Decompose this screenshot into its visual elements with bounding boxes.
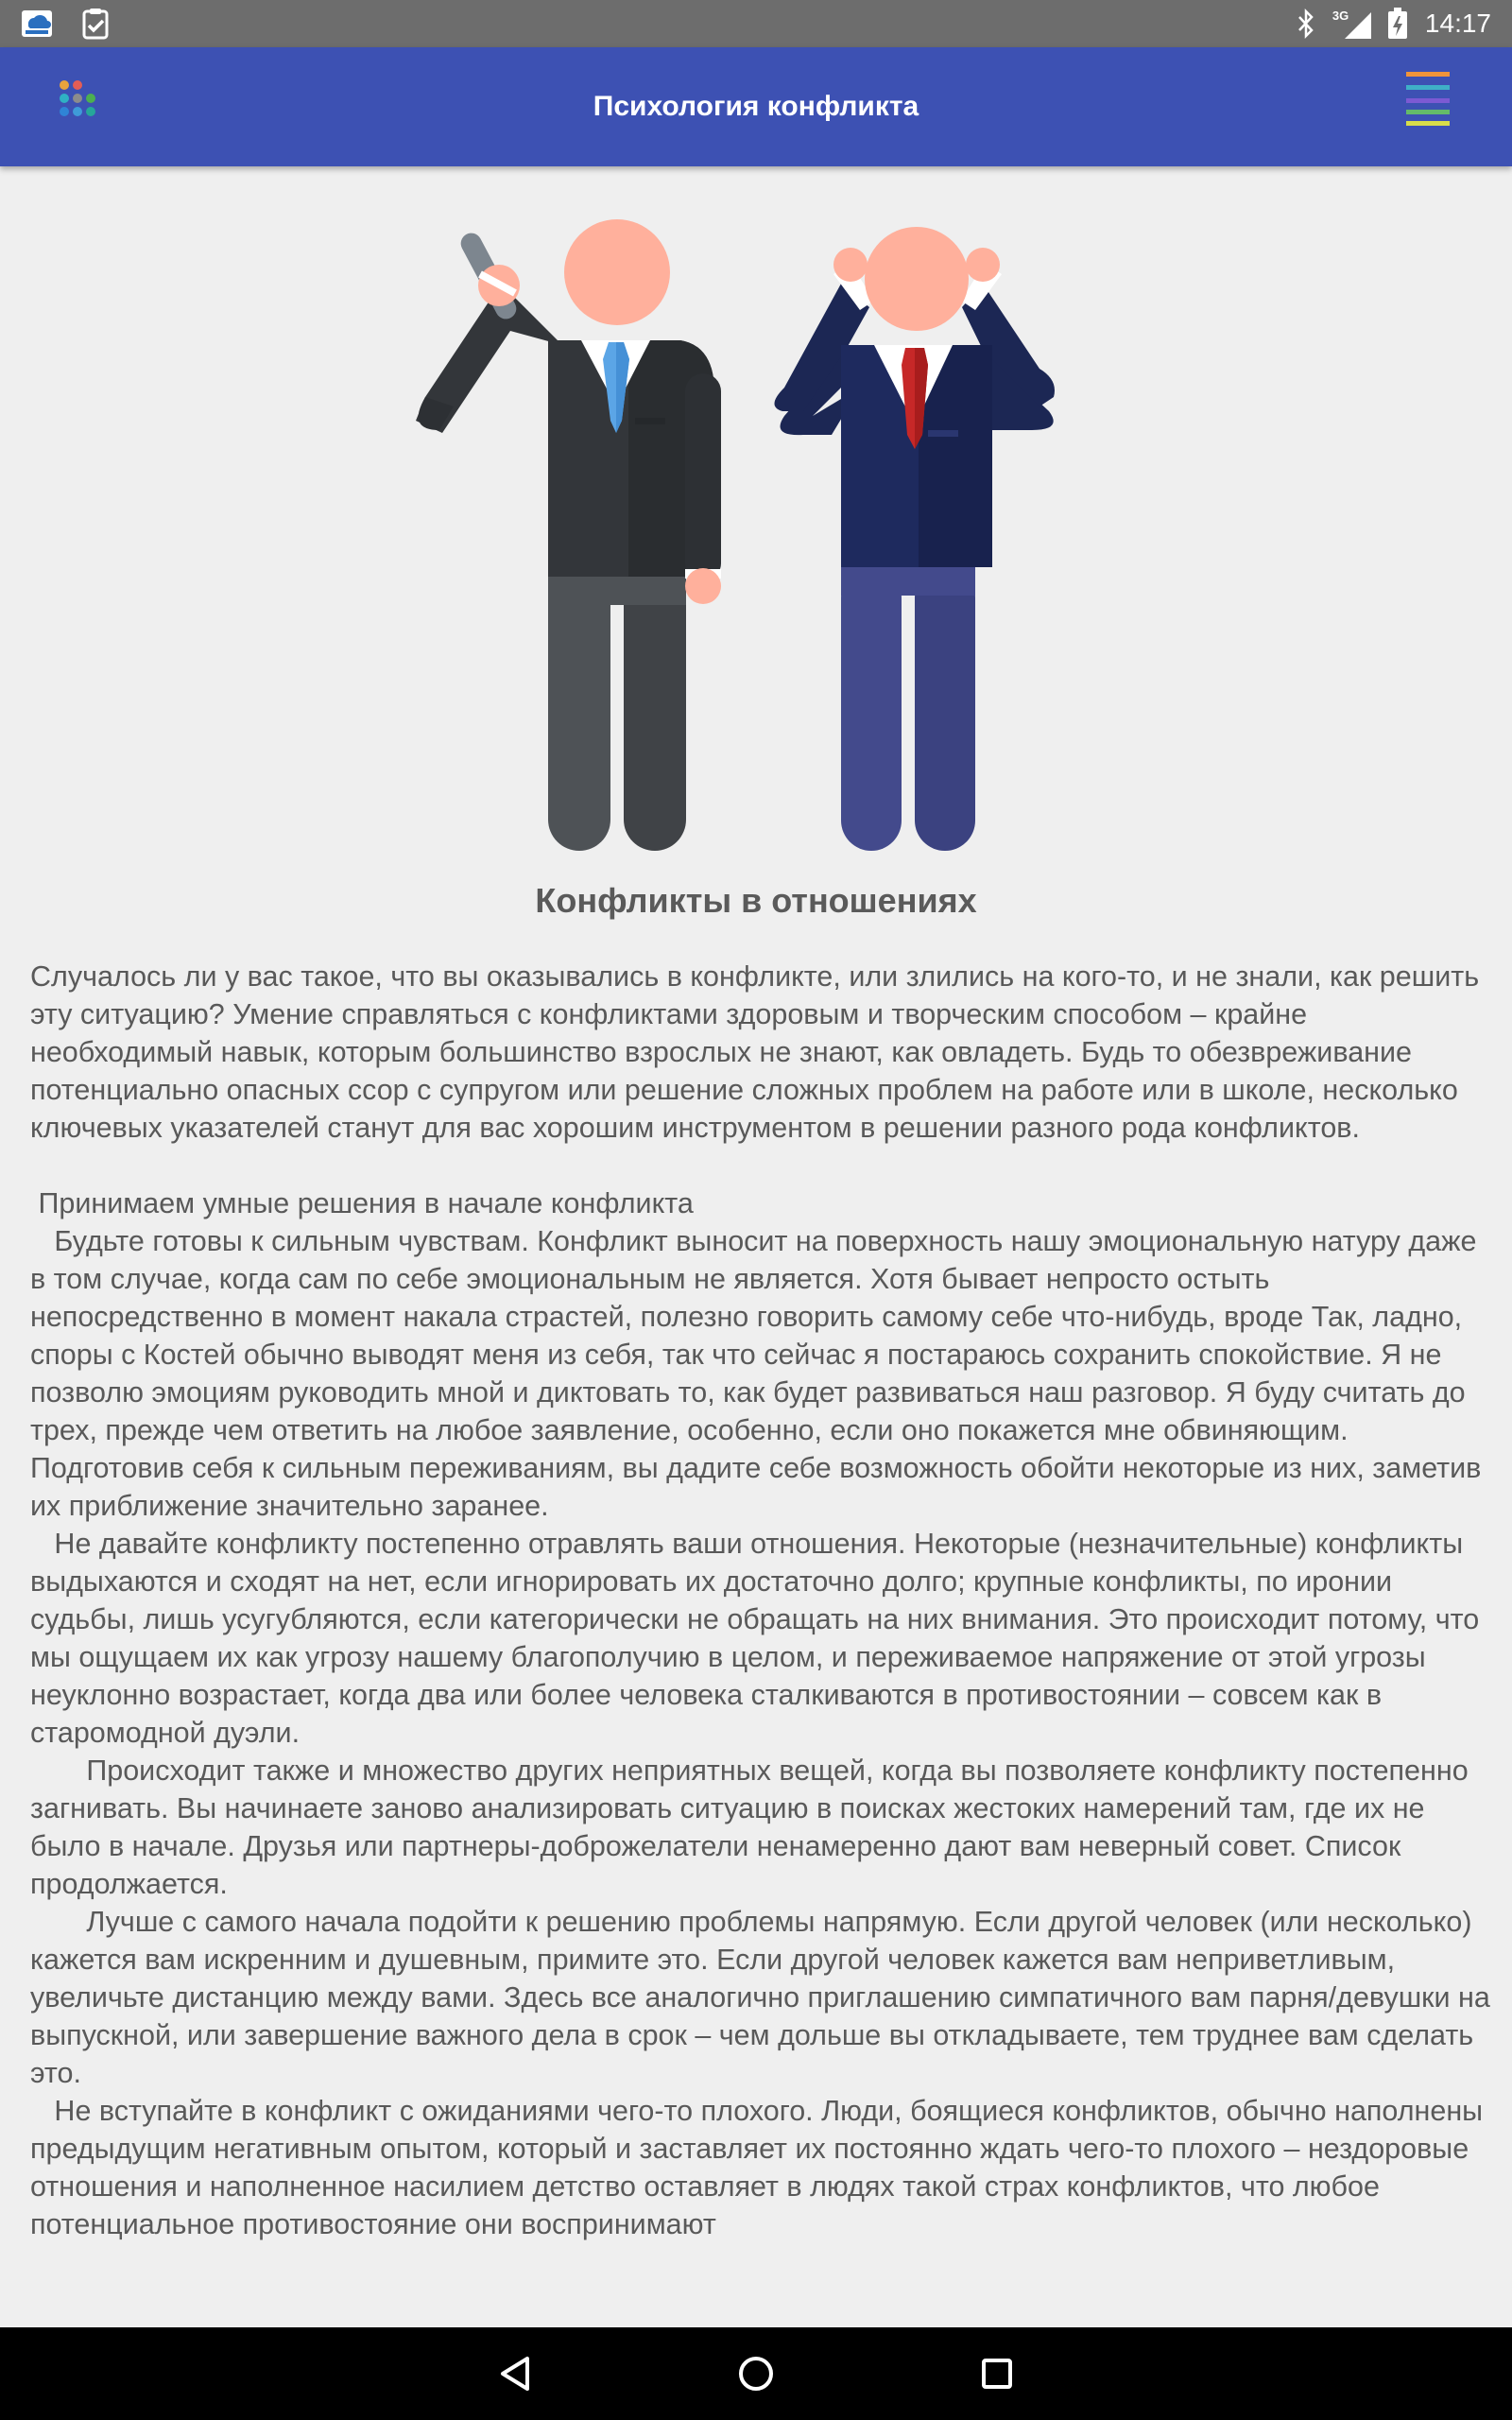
battery-icon: [1387, 8, 1408, 40]
signal-icon: [1344, 11, 1372, 40]
article-body: Случалось ли у вас такое, что вы оказывались в конфликте, или злились на кого-то, и не знали, как решить эту ситуацию? Умение справляться с конфликтами здоровым и творческим способом – крайне необходимый навык, которым большинство взрослых не знают, как овладеть. Будь то обезвреживание потенциально опасных ссор с супругом или решение сложных проблем на работе или в школе, несколько ключевых указателей станут для вас хорошим инструментом в решении разного рода конфликтов. Принимаем умные решения в начале конфликта Будьте готовы к сильным чувствам. Конфликт выносит на поверхность нашу эмоциональную натуру даже в том случае, когда сам по себе эмоциональным не является. Хотя бывает непросто остыть непосредственно в момент накала страстей, полезно говорить самому себе что-нибудь, вроде Так, ладно, споры с Костей обычно выводят меня из себя, так что сейчас я постараюсь сохранить спокойствие. Я не позволю эмоциям руководить мной и диктовать то, как будет развиваться наш разговор. Я буду считать до трех, прежде чем ответить на любое заявление, особенно, если оно покажется мне обвиняющим. Подготовив себя к сильным переживаниям, вы дадите себе возможность обойти некоторые из них, заметив их приближение значительно заранее. Не давайте конфликту постепенно отравлять ваши отношения. Некоторые (незначительные) конфликты выдыхаются и сходят на нет, если игнорировать их достаточно долго; крупные конфликты, по иронии судьбы, лишь усугубляются, если категорически не обращать на них внимания. Это происходит потому, что мы ощущаем их как угрозу нашему благополучию в целом, и переживаемое напряжение от этой угрозы неуклонно возрастает, когда два или более человека сталкиваются в противостоянии – совсем как в старомодной дуэли. Происходит также и множество других неприятных вещей, когда вы позволяете конфликту постепенно загнивать. Вы начинаете заново анализировать ситуацию в поисках жестоких намерений там, где их не было в начале. Друзья или партнеры-доброжелатели ненамеренно дают вам неверный совет. Список продолжается. Лучше с самого начала подойти к решению проблемы напрямую. Если другой человек (или несколько) кажется вам искренним и душевным, примите это. Если другой человек кажется вам неприветливым, увеличьте дистанцию между вами. Здесь все аналогично приглашению симпатичного вам парня/девушки на выпускной, или завершение важного дела в срок – чем дольше вы откладываете, тем труднее вам сделать это. Не вступайте в конфликт с ожиданиями чего-то плохого. Люди, боящиеся конфликтов, обычно наполнены предыдущим негативным опытом, который и заставляет их постоянно ждать чего-то плохого – нездоровые отношения и наполненное насилием детство оставляет в людях такой страх конфликтов, что любое потенциальное противостояние они воспринимают: [30, 960, 1490, 2240]
home-icon[interactable]: [723, 2341, 789, 2407]
businessman-on-phone: [416, 219, 721, 851]
clipboard-check-icon: [81, 8, 110, 40]
app-bar: [0, 47, 1512, 166]
businessman-hands-on-head: [774, 227, 1055, 851]
network-type: 3G: [1332, 9, 1349, 23]
article-heading: Конфликты в отношениях: [535, 881, 977, 920]
businessmen-illustration: [397, 217, 1115, 860]
clock: 14:17: [1424, 9, 1491, 38]
bluetooth-icon: [1297, 9, 1315, 38]
signal-indicator: [1332, 7, 1370, 41]
app-title: Психология конфликта: [593, 91, 919, 122]
menu-icon[interactable]: [1402, 68, 1453, 130]
recents-icon[interactable]: [964, 2341, 1030, 2407]
navigation-bar: [0, 2327, 1512, 2420]
cloud-download-icon: [21, 8, 53, 40]
status-bar: [0, 0, 1512, 47]
back-icon[interactable]: [482, 2341, 548, 2407]
